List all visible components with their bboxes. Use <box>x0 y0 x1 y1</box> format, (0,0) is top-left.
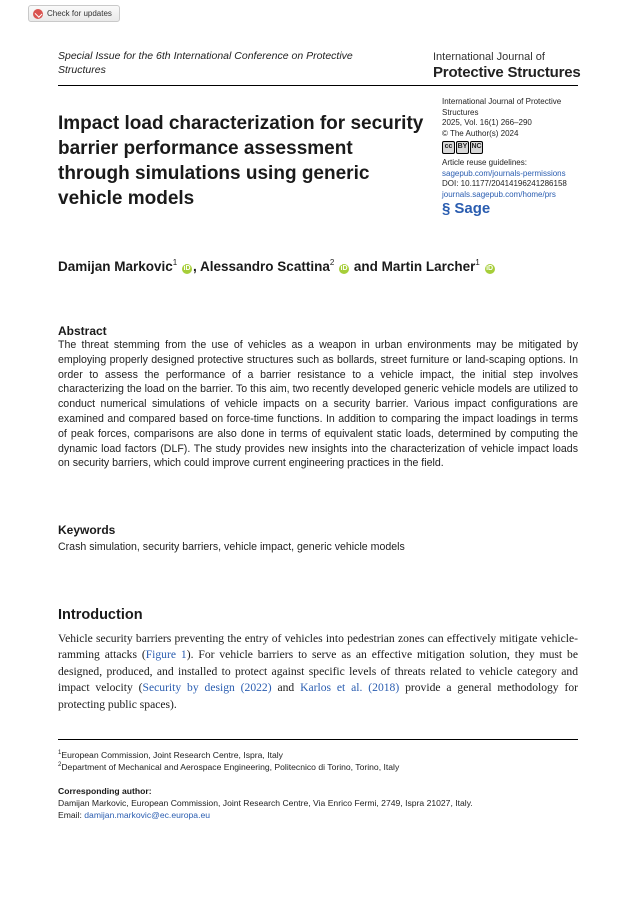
article-meta <box>442 97 592 215</box>
email-label: Email: <box>58 810 85 820</box>
introduction-heading: Introduction <box>58 607 143 623</box>
karlos-link[interactable]: Karlos et al. (2018) <box>300 681 400 695</box>
footnote-2 <box>58 760 399 773</box>
meta-reuse-label: Article reuse guidelines: <box>442 158 527 167</box>
journal-brand <box>433 51 581 81</box>
meta-copyright: © The Author(s) 2024 <box>442 128 519 138</box>
footnote-divider <box>58 739 578 740</box>
cc-license-icon[interactable] <box>442 141 592 154</box>
reuse-link[interactable]: sagepub.com/journals-permissions <box>442 168 566 178</box>
author-affiliation: 1 <box>475 258 480 267</box>
footnote-number: 1 <box>58 750 62 756</box>
intro-text-segment: Vehicle security barriers preventing the entry of vehicles into pedestrian zones can effectively mitigate vehicle-ramming attacks ( <box>58 632 578 662</box>
journal-brand-small: International Journal of <box>433 51 545 63</box>
introduction-paragraph <box>58 631 578 713</box>
footnote-text: Department of Mechanical and Aerospace Engineering, Politecnico di Torino, Torino, Italy <box>61 762 400 772</box>
intro-text-segment: and <box>271 681 301 695</box>
orcid-icon[interactable]: iD <box>486 265 494 272</box>
journal-home-link[interactable]: journals.sagepub.com/home/prs <box>442 189 556 199</box>
author-separator: , <box>193 259 201 274</box>
check-for-updates-label: Check for updates <box>47 9 112 18</box>
author-list <box>58 258 598 274</box>
publisher-name: Sage <box>454 200 491 217</box>
author-separator: and <box>353 259 382 274</box>
intro-text-segment: ). For vehicle barriers to serve as an effective mitigation solution, they must be designed, produced, and installed to protect against specific levels of threats related to vehicle category and impact velocity ( <box>58 648 578 695</box>
figure-1-link[interactable]: Figure 1 <box>145 648 187 662</box>
corresponding-author-heading: Corresponding author: <box>58 786 152 796</box>
email-link[interactable]: damijan.markovic@ec.europa.eu <box>84 810 211 820</box>
keywords-heading: Keywords <box>58 523 116 537</box>
corresponding-author-email-line <box>58 810 210 821</box>
author-affiliation: 1 <box>172 258 178 267</box>
author-name: Martin Larcher <box>381 259 476 274</box>
check-for-updates-button[interactable] <box>28 5 120 22</box>
article-title: Impact load characterization for security barrier performance assessment through simulations using generic vehicle models <box>58 113 424 209</box>
intro-text-segment: provide a general methodology for protecting public spaces). <box>58 681 579 711</box>
header-divider <box>58 85 578 86</box>
footnote-text: European Commission, Joint Research Centre, Ispra, Italy <box>61 750 283 760</box>
orcid-icon[interactable]: iD <box>183 265 191 272</box>
author-name: Alessandro Scattina <box>200 259 330 274</box>
meta-volume: 2025, Vol. 16(1) 266–290 <box>442 118 532 127</box>
author-name: Damijan Markovic <box>58 259 173 274</box>
author-affiliation: 2 <box>329 258 335 267</box>
check-updates-icon <box>33 9 43 19</box>
corresponding-author-address: Damijan Markovic, European Commission, Joint Research Centre, Via Enrico Fermi, 2749, Ispra 21027, Italy. <box>58 798 473 808</box>
meta-journal: International Journal of Protective Structures <box>442 97 562 117</box>
journal-brand-title: Protective Structures <box>433 64 581 81</box>
cc-badge-part: BY <box>456 141 469 154</box>
security-by-design-link[interactable]: Security by design (2022) <box>142 681 272 695</box>
meta-doi[interactable]: DOI: 10.1177/20414196241286158 <box>442 179 567 188</box>
cc-badge-part: cc <box>442 141 455 154</box>
abstract-text: The threat stemming from the use of vehicles as a weapon in urban environments may be mitigated by employing properly designed protective structures such as bollards, street furniture or land-scaping options. In order to assess the performance of a barrier resistance to a vehicle impact, the initial step involves characterizing the load on the barrier. To this aim, two recently developed generic vehicle models are utilized to conduct numerical simulations of vehicle impacts on a security barrier. Various impact configurations are examined and compared based on force-time functions. In addition to comparing the impact loadings in terms of peak forces, comparisons are also done in terms of equivalent static loads, determined by computing the dynamic load factors (DLF). The study provides new insights into the characterization of vehicle impact loads on security barriers, which could improve current engineering practices in the field. <box>58 339 578 470</box>
special-issue-label: Special Issue for the 6th International Conference on Protective Structures <box>58 50 353 76</box>
cc-badge-part: NC <box>470 141 483 154</box>
sage-logo-icon: § <box>442 200 451 217</box>
footnote-number: 2 <box>58 762 62 768</box>
orcid-icon[interactable]: iD <box>340 265 348 272</box>
keywords-text: Crash simulation, security barriers, vehicle impact, generic vehicle models <box>58 541 405 553</box>
abstract-heading: Abstract <box>58 324 107 338</box>
publisher-logo <box>442 200 592 217</box>
